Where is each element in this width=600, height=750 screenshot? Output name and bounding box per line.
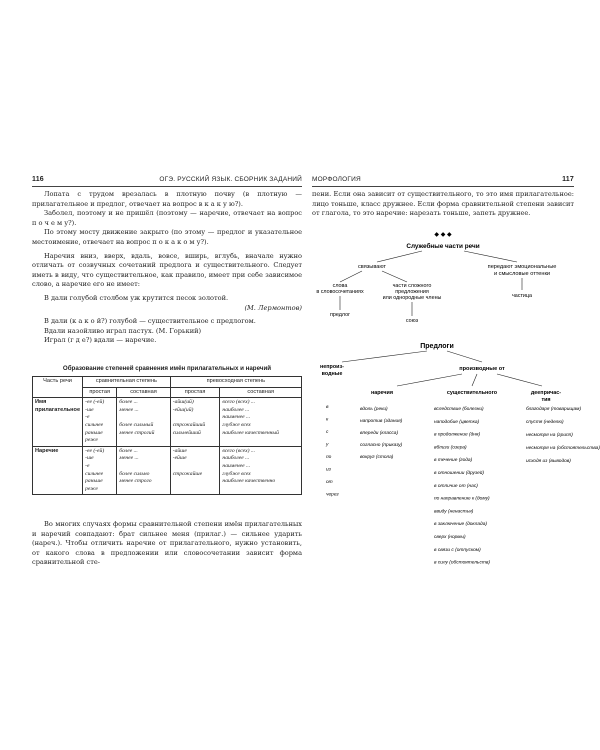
node-gerunds: тия [541, 397, 551, 403]
paragraph: Заболел, поэтому и не пришёл (поэтому — наречие, отвечает на вопрос п о ч е м у?). [32, 209, 302, 227]
header-superlative: превосходная степень [170, 377, 301, 388]
nonderived-list [325, 405, 339, 498]
left-page-header [32, 174, 302, 187]
right-page-number: 117 [562, 176, 574, 183]
table-title: Образование степеней сравнения имён прилагательных и наречий [62, 365, 272, 372]
row-label: Наречие [33, 446, 83, 495]
paragraph: пени. Если она зависит от существительного, то это имя прилагательное: лицо тоньше, класс дружнее. Если форма сравнительной степени зависит от глагола, то это наречие: нарезать тоньше, запеть дружнее. [312, 190, 574, 218]
list-item: в отношении (друзей) [434, 471, 485, 476]
arrow [382, 271, 407, 282]
list-item: наподобие (цветка) [434, 419, 480, 425]
node-nouns: существительного [446, 390, 498, 396]
list-item: благодаря (товарищам) [526, 407, 582, 412]
table-cell: всего (всех) ... наиболее ... наименее ... глубже всех наиболее качественно [220, 446, 302, 495]
list-item: вокруг (стола) [360, 455, 394, 460]
list-item: вблизи (озера) [434, 445, 467, 451]
list-item: через [326, 492, 339, 498]
arrow [340, 271, 362, 282]
arrow [342, 351, 427, 362]
node-words: слова [332, 283, 348, 289]
header-simple: простая [83, 387, 117, 398]
paragraph: Вдали назойливо играл пастух. (М. Горький) [44, 326, 202, 335]
list-item: в [326, 405, 329, 410]
header-simple: простая [170, 387, 220, 398]
table-cell: более ... менее ... более сильный менее строгий [117, 398, 170, 447]
paragraph: По этому мосту движение закрыто (по этому — предлог и указательное местоимение, отвечает на вопрос п о к а к о м у?). [32, 228, 302, 246]
node-nonderived: непроиз- [320, 364, 344, 370]
header-compound: составная [117, 387, 170, 398]
prepositions-root: Предлоги [420, 343, 454, 350]
list-item: от [326, 480, 333, 485]
left-page-number: 116 [32, 176, 44, 183]
list-item: сверх (нормы) [434, 535, 466, 540]
list-item: по [326, 455, 332, 460]
node-conjunction: союз [405, 318, 419, 324]
adverb-list [360, 406, 403, 460]
arrow [464, 251, 517, 262]
list-item: в связи с (отпуском) [434, 547, 481, 553]
node-parts: или однородные члены [382, 295, 442, 301]
list-item: несмотря на (грипп) [526, 433, 573, 438]
left-page-title: ОГЭ. РУССКИЙ ЯЗЫК. СБОРНИК ЗАДАНИЙ [159, 176, 302, 183]
prepositions-diagram [312, 340, 600, 590]
header-part: Часть речи [33, 377, 83, 398]
list-item: исходя из (выводов) [526, 459, 571, 464]
node-words: в словосочетаниях [316, 289, 364, 295]
list-item: вследствие (болезни) [434, 407, 484, 412]
node-parts: предложения [395, 289, 429, 295]
noun-list [434, 406, 490, 566]
list-item: у [326, 442, 329, 448]
table-cell: более ... менее ... более сильно менее строго [117, 446, 170, 495]
comparison-table [32, 376, 302, 495]
table-row [33, 446, 302, 495]
service-parts-diagram [312, 232, 574, 340]
arrow [472, 374, 477, 386]
paragraph: Во многих случаях формы сравнительной степени имён прилагательных и наречий совпадают: брат сильнее меня (прилаг.) — сильнее ударить (нареч.). Чтобы отличить наречие от прилагательного, нужно установить, от какого слова в предложении или словосочетании зависит форма сравнительной сте- [32, 520, 302, 567]
list-item: вдоль (реки) [360, 407, 388, 412]
paragraph: Лопата с трудом врезалась в плотную почву (в плотную — прилагательное и предлог, отвечает на вопрос в к а к у ю?). [32, 190, 302, 208]
arrow [397, 374, 462, 386]
list-item: в продолжение (дня) [434, 432, 481, 438]
arrow [497, 374, 542, 386]
node-particle: частица [511, 293, 533, 299]
node-preposition: предлог [329, 312, 351, 318]
list-item: несмотря на (обстоятельства) [526, 446, 600, 451]
table-row [33, 398, 302, 447]
list-item: напротив (здания) [360, 419, 403, 424]
header-compound: составная [220, 387, 302, 398]
quote: В дали голубой столбом уж крутится песок золотой. [44, 293, 229, 302]
table-cell: -айш(ий) -ейш(ий) строжайший сильнейший [170, 398, 220, 447]
node-parts: части сложного [392, 283, 432, 289]
list-item: в течение (года) [434, 458, 473, 464]
diagram-root: Служебные части речи [406, 243, 480, 250]
list-item: из [326, 467, 331, 473]
list-item: с [326, 430, 329, 435]
left-bottom-text [32, 520, 302, 568]
list-item: согласно (приказу) [360, 443, 403, 448]
node-expresses: передают эмоциональные [487, 264, 557, 270]
row-label: Имя прилагательное [33, 398, 83, 447]
table-cell: -айше -ейше строжайше [170, 446, 220, 495]
quote-author: (М. Лермонтов) [244, 303, 302, 312]
list-item: по направлению к (дому) [434, 496, 490, 502]
list-item: в силу (обстоятельств) [434, 560, 490, 566]
paragraph: Наречия вниз, вверх, вдаль, вовсе, вширь, вглубь, вначале нужно отличать от созвучных сочетаний предлога и существительного. Следует иметь в виду, что существительное, как правило, имеет при себе зависимое слово, а наречие его не имеет: [32, 251, 302, 289]
paragraph: Играл (г д е?) вдали — наречие. [44, 336, 157, 345]
left-body-text [32, 190, 302, 346]
list-item: спустя (неделю) [526, 420, 564, 425]
table-cell: -ее (-ей) -ше -е сильнее раньше реже [83, 398, 117, 447]
list-item: к [326, 417, 329, 423]
header-comparative: сравнительная степень [83, 377, 171, 388]
node-link: связывают [358, 264, 386, 270]
node-adverbs: наречия [371, 390, 393, 396]
gerund-list [526, 406, 600, 464]
right-body-text [312, 190, 574, 219]
node-expresses: и смысловые оттенки [493, 271, 551, 277]
table-cell: всего (всех) ... наиболее ... наименее ... глубже всех наиболее качественный [220, 398, 302, 447]
table-cell: -ее (-ей) -ше -е сильнее раньше реже [83, 446, 117, 495]
right-page-header [312, 174, 574, 187]
arrow [447, 351, 482, 362]
arrow [377, 251, 422, 262]
node-nonderived: водные [321, 371, 343, 377]
list-item: в отличие от (нас) [434, 483, 478, 489]
right-page-title: МОРФОЛОГИЯ [312, 176, 361, 183]
list-item: в заключение (доклада) [434, 522, 487, 528]
paragraph: В дали (к а к о й?) голубой — существительное с предлогом. [44, 317, 256, 326]
list-item: впереди (класса) [360, 431, 399, 436]
stars-separator: ◆ ◆ ◆ [434, 232, 452, 238]
node-derived: производные от [459, 366, 505, 372]
list-item: ввиду (ненастья) [434, 509, 474, 515]
node-gerunds: деепричас- [530, 390, 562, 396]
